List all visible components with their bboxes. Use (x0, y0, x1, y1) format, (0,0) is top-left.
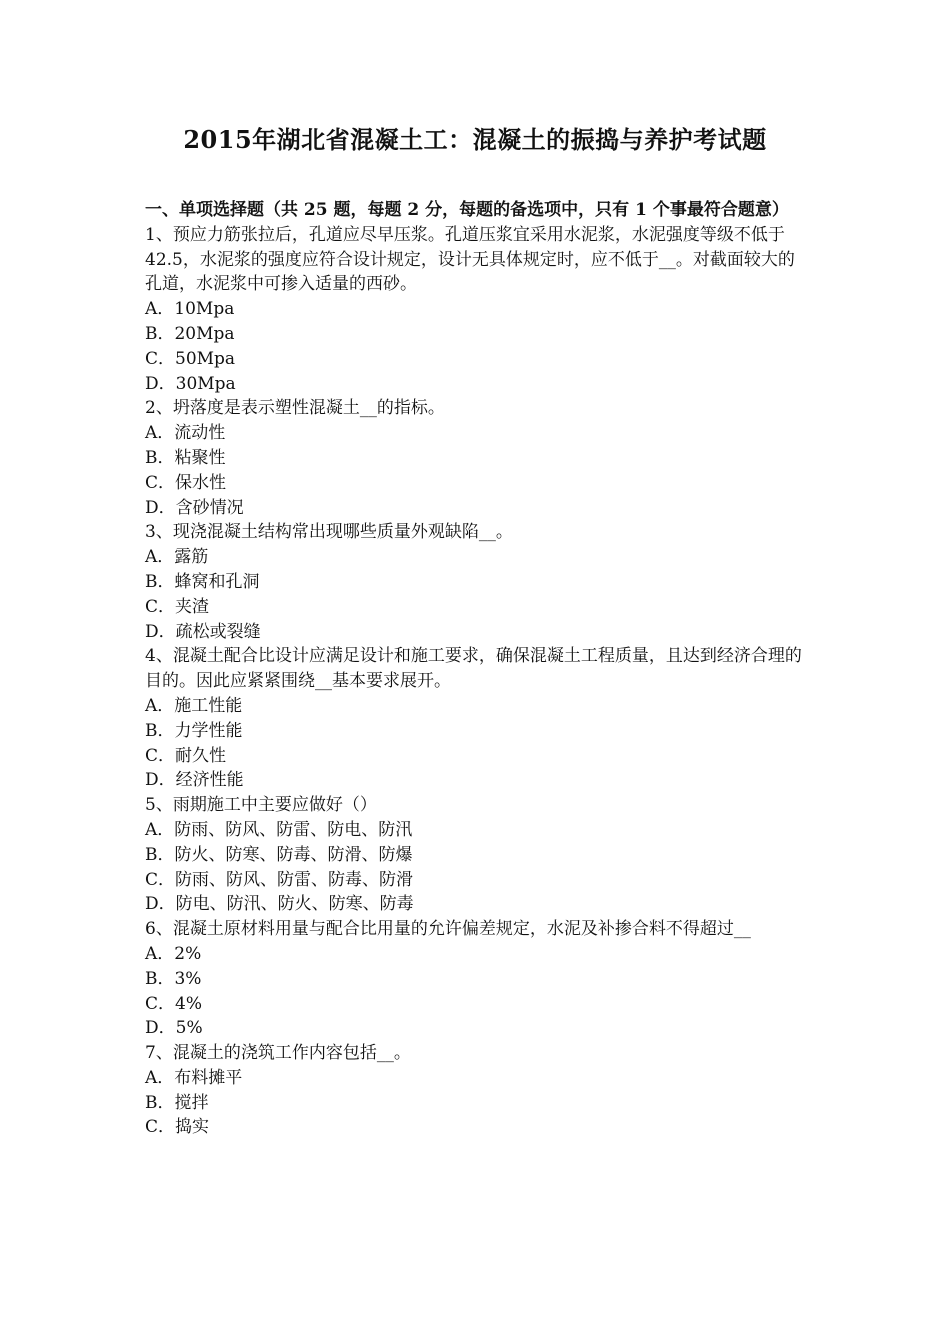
option-b: B．粘聚性 (145, 447, 226, 468)
question-stem: 3、现浇混凝土结构常出现哪些质量外观缺陷__。 (145, 522, 513, 543)
question-stem: 1、预应力筋张拉后，孔道应尽早压浆。孔道压浆宜采用水泥浆，水泥强度等级不低于 42.5，水泥浆的强度应符合设计规定，设计无具体规定时，应不低于__。对截面较大的孔道，水泥浆中可掺入适量的西砂。 (145, 224, 795, 295)
question-stem: 6、混凝土原材料用量与配合比用量的允许偏差规定，水泥及补掺合料不得超过__ (145, 919, 751, 940)
option-d: D．5% (145, 1018, 203, 1039)
option-d: D．含砂情况 (145, 497, 244, 518)
option-b: B．3% (145, 968, 202, 989)
option-d: D．经济性能 (145, 770, 244, 791)
option-a: A．2% (145, 943, 202, 964)
option-b: B．20Mpa (145, 323, 235, 344)
option-a: A．施工性能 (145, 695, 243, 716)
option-b: B．蜂窝和孔洞 (145, 571, 260, 592)
option-b: B．力学性能 (145, 720, 243, 741)
option-a: A．露筋 (145, 547, 209, 568)
option-a: A．流动性 (145, 423, 226, 444)
option-a: A．10Mpa (145, 299, 235, 320)
question-6 (145, 917, 810, 1041)
question-7 (145, 1041, 810, 1140)
option-c: C．夹渣 (145, 596, 210, 617)
question-stem: 2、坍落度是表示塑性混凝土__的指标。 (145, 398, 445, 419)
option-d: D．疏松或裂缝 (145, 621, 261, 642)
option-d: D．防电、防汛、防火、防寒、防毒 (145, 894, 414, 915)
question-3 (145, 520, 810, 644)
question-stem: 7、混凝土的浇筑工作内容包括__。 (145, 1043, 411, 1064)
document-title: 2015年湖北省混凝土工：混凝土的振捣与养护考试题 (183, 125, 767, 154)
option-c: C．保水性 (145, 472, 227, 493)
option-d: D．30Mpa (145, 373, 236, 394)
option-c: C．4% (145, 993, 202, 1014)
question-stem: 4、混凝土配合比设计应满足设计和施工要求，确保混凝土工程质量，且达到经济合理的目的。因此应紧紧围绕__基本要求展开。 (145, 646, 802, 692)
option-a: A．防雨、防风、防雷、防电、防汛 (145, 819, 413, 840)
document-body (145, 198, 810, 1140)
question-4 (145, 644, 810, 793)
option-c: C．捣实 (145, 1117, 210, 1138)
option-c: C．耐久性 (145, 745, 227, 766)
section-heading: 一、单项选择题（共 25 题，每题 2 分，每题的备选项中，只有 1 个事最符合题意） (145, 200, 789, 220)
option-c: C．50Mpa (145, 348, 236, 369)
option-c: C．防雨、防风、防雷、防毒、防滑 (145, 869, 414, 890)
option-b: B．防火、防寒、防毒、防滑、防爆 (145, 844, 413, 865)
question-5 (145, 793, 810, 917)
option-a: A．布料摊平 (145, 1067, 243, 1088)
question-2 (145, 396, 810, 520)
option-b: B．搅拌 (145, 1092, 209, 1113)
question-stem: 5、雨期施工中主要应做好（） (145, 795, 377, 816)
question-1 (145, 223, 810, 397)
